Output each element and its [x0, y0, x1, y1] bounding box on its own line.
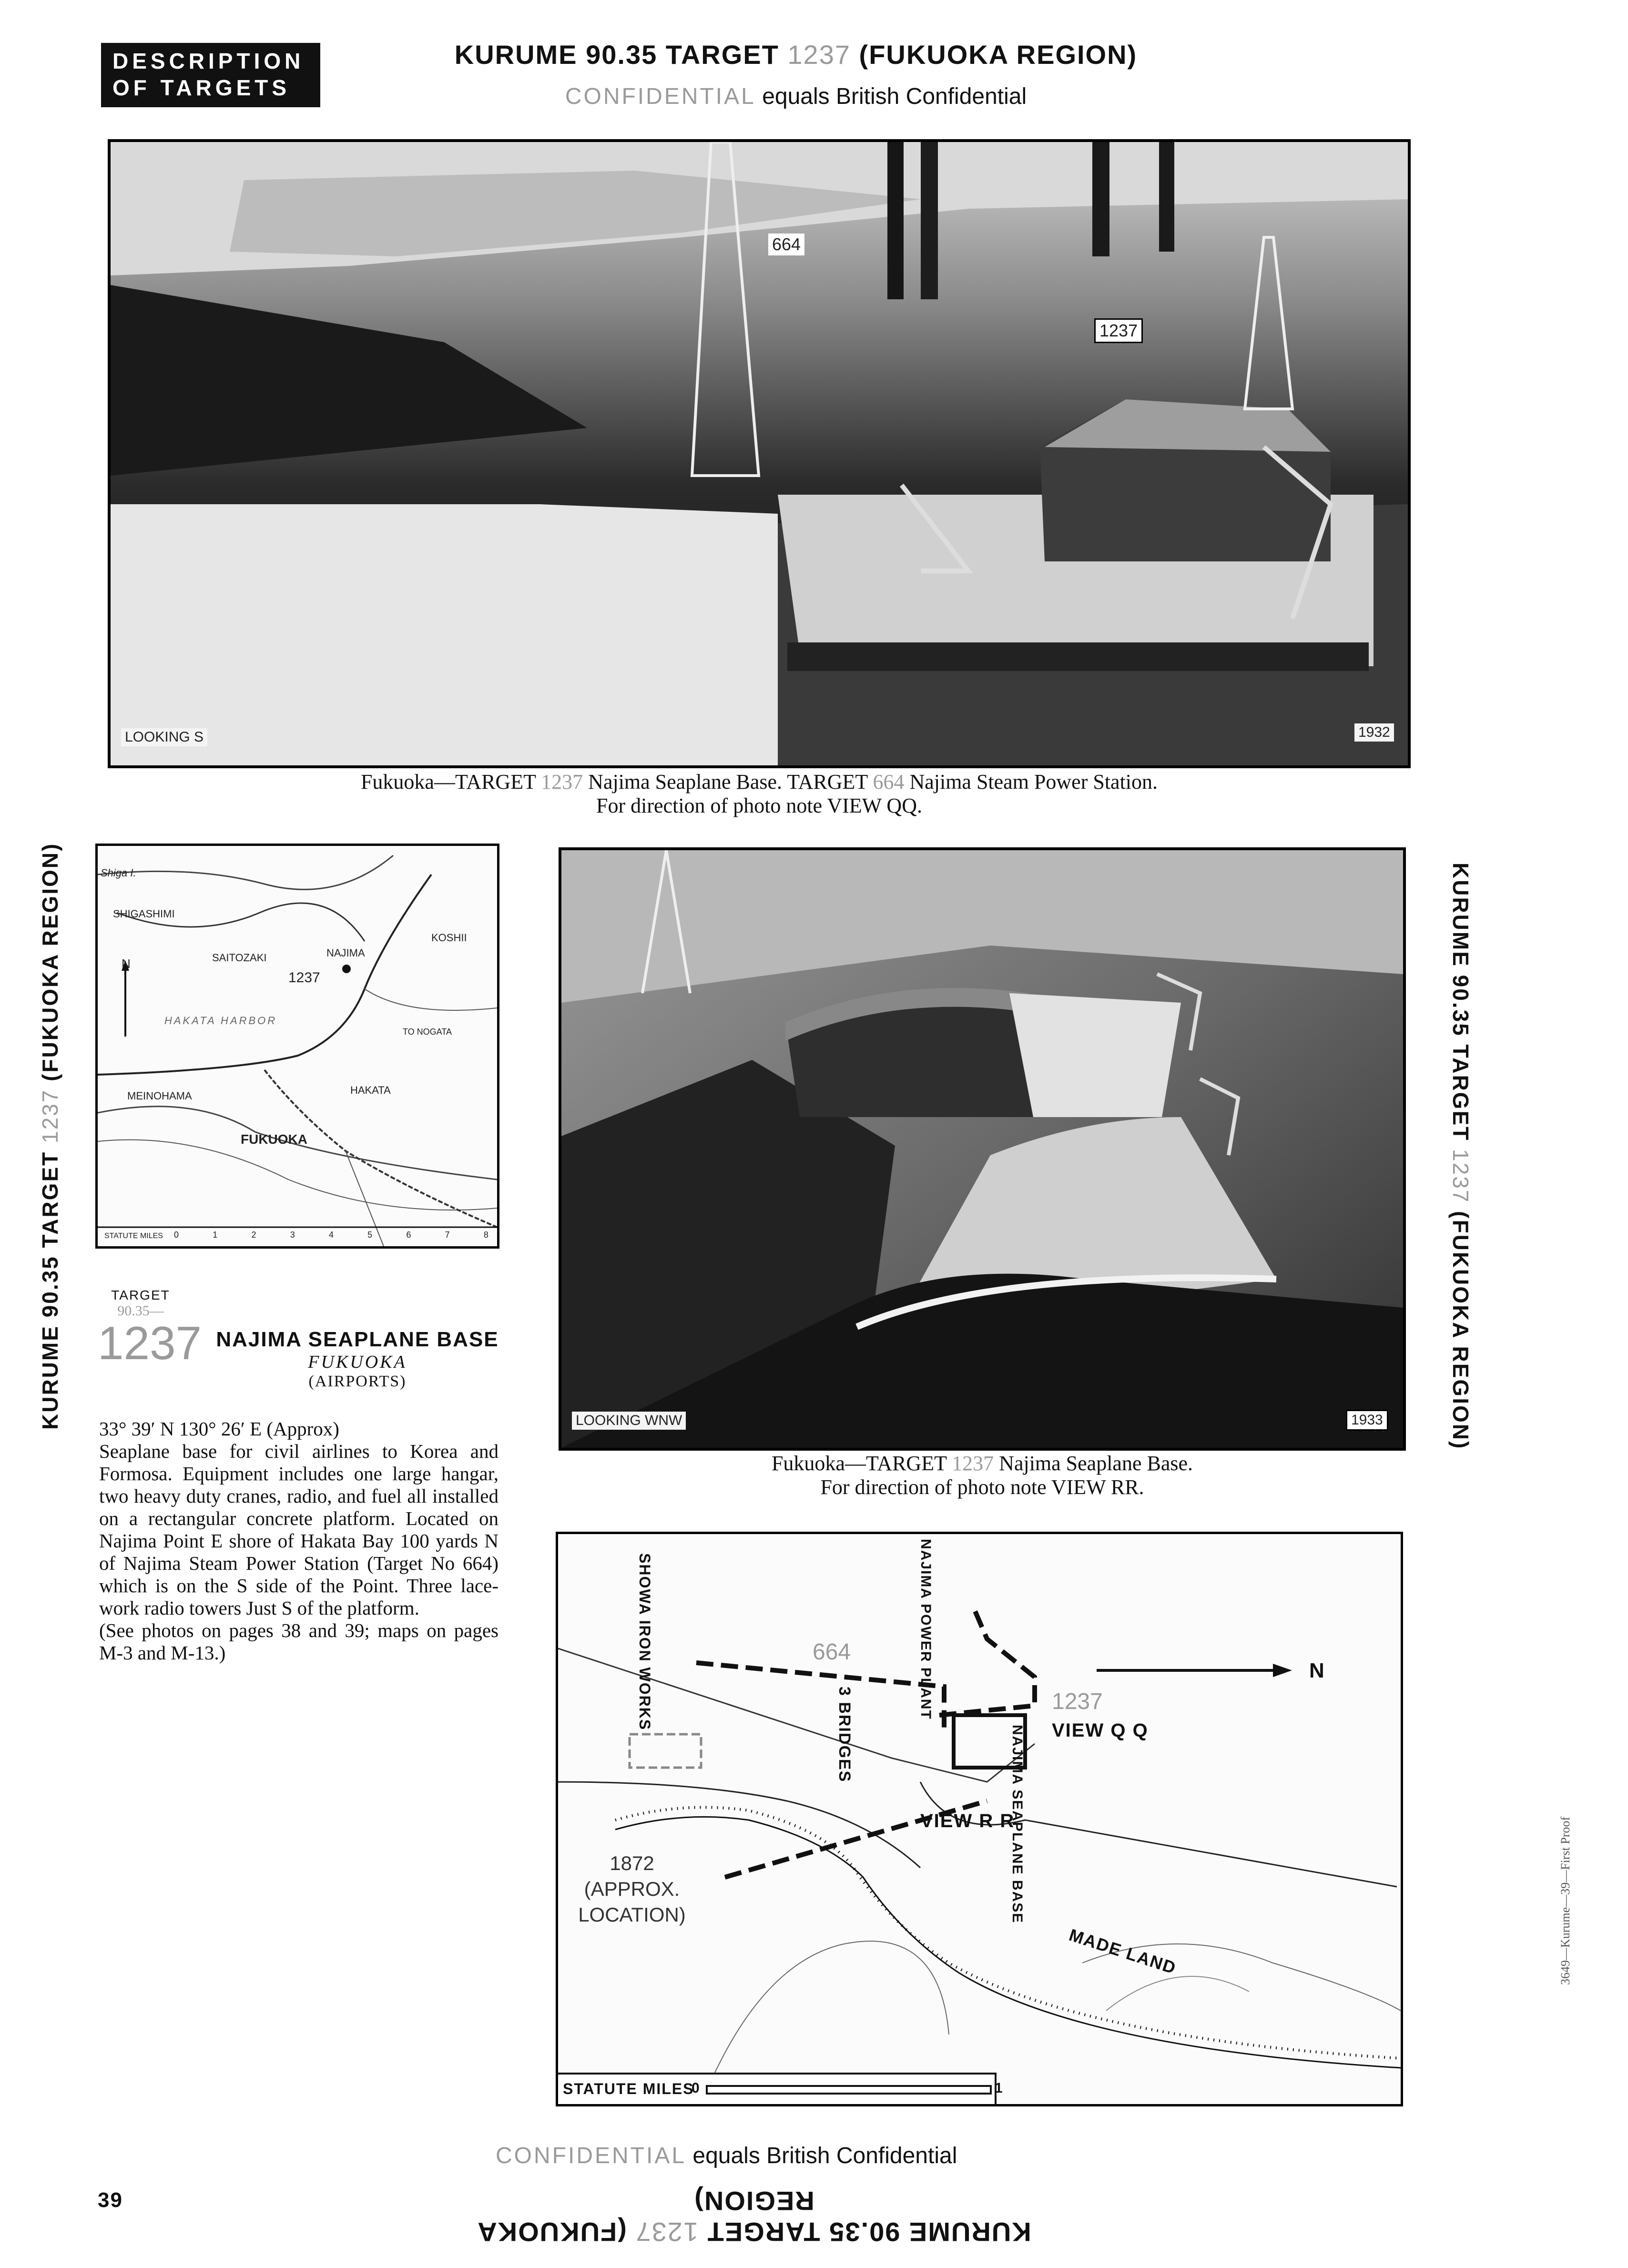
inset-label-meinohama: MEINOHAMA — [127, 1090, 192, 1102]
photo-2-caption — [559, 1452, 1406, 1499]
map-scale-zero: 0 — [692, 2080, 701, 2096]
map-label-made-land: MADE LAND — [1067, 1925, 1179, 1978]
map-label-approx: (APPROX. — [584, 1878, 680, 1900]
inset-location-map — [95, 844, 499, 1249]
confidential-notice-top — [438, 83, 1153, 110]
mirrored-part2: (FUKUOKA REGION) — [477, 2186, 814, 2247]
inset-scale-tick: 2 — [251, 1230, 256, 1240]
right-side-part2: (FUKUOKA REGION) — [1448, 1211, 1473, 1450]
mirrored-num: 1237 — [635, 2217, 699, 2247]
confidential-word: CONFIDENTIAL — [565, 84, 756, 109]
photo-1-direction: LOOKING S — [121, 728, 207, 746]
photo-1-caption-mid: Najima Seaplane Base. TARGET — [588, 770, 868, 793]
target-label: TARGET — [111, 1288, 170, 1302]
photo-1-caption-num1: 1237 — [541, 770, 583, 793]
inset-scale-tick: 4 — [328, 1230, 334, 1240]
footer-confidential-suffix: equals British Confidential — [692, 2143, 957, 2168]
page-title — [438, 39, 1153, 70]
inset-label-najima: NAJIMA — [326, 947, 365, 959]
photo-2-image — [561, 850, 1403, 1448]
inset-label-1237: 1237 — [288, 970, 320, 986]
left-side-title — [37, 843, 63, 1430]
photo-2-caption-prefix: Fukuoka—TARGET — [771, 1452, 947, 1475]
photo-1-caption-line2: For direction of photo note VIEW QQ. — [596, 794, 922, 817]
map-label-power-plant: NAJIMA POWER PLANT — [918, 1539, 934, 1720]
photo-2-caption-num: 1237 — [952, 1452, 994, 1475]
title-part2: (FUKUOKA REGION) — [859, 40, 1138, 70]
target-description — [99, 1418, 499, 1664]
inset-scale-tick: 3 — [290, 1230, 295, 1240]
page-number: 39 — [98, 2188, 123, 2212]
section-label-line1: DESCRIPTION — [112, 49, 305, 73]
map-label-seaplane-base: NAJIMA SEAPLANE BASE — [1009, 1725, 1025, 1924]
mirrored-part1: KURUME 90.35 TARGET — [706, 2217, 1031, 2247]
inset-label-shigashimi: SHIGASHIMI — [113, 908, 175, 920]
right-side-title — [1448, 863, 1474, 1450]
photo-1-caption-suffix: Najima Steam Power Station. — [909, 770, 1158, 793]
photo-1-image — [111, 142, 1408, 765]
photo-najima-looking-s — [108, 139, 1411, 768]
map-label-bridges: 3 BRIDGES — [835, 1687, 854, 1783]
target-code: 90.35— — [117, 1303, 164, 1319]
detail-area-map — [556, 1532, 1403, 2106]
footer-confidential-word: CONFIDENTIAL — [496, 2143, 687, 2168]
inset-label-shiga: Shiga I. — [101, 867, 136, 879]
inset-label-to-nogata: TO NOGATA — [403, 1027, 452, 1037]
target-category: (AIRPORTS) — [308, 1373, 407, 1390]
inset-scale-label: STATUTE MILES — [104, 1232, 163, 1240]
photo-2-caption-line2: For direction of photo note VIEW RR. — [820, 1475, 1144, 1499]
inset-north-label: N — [122, 956, 131, 971]
title-number: 1237 — [787, 40, 851, 70]
map-label-view-qq: VIEW Q Q — [1052, 1720, 1149, 1741]
map-label-1237: 1237 — [1052, 1689, 1103, 1714]
target-references: (See photos on pages 38 and 39; maps on pages M-3 and M-13.) — [99, 1619, 499, 1664]
photo-1-caption — [108, 770, 1411, 818]
inset-scale-tick: 0 — [174, 1230, 179, 1240]
confidential-notice-bottom — [496, 2143, 957, 2169]
map-scale-label: STATUTE MILES — [563, 2080, 694, 2097]
photo-2-direction: LOOKING WNW — [572, 1412, 686, 1430]
photo-1-label-664: 664 — [768, 234, 804, 255]
map-1872-location — [577, 1851, 687, 1928]
map-scale-ruler — [706, 2085, 992, 2095]
inset-scale-tick: 5 — [367, 1230, 373, 1240]
section-label-line2: OF TARGETS — [112, 75, 291, 100]
target-description-text: Seaplane base for civil airlines to Korea and Formosa. Equipment includes one large hangar, two heavy duty cranes, radio, and fuel all installed on a rectangular concrete platform. Located on Najima Point E shore of Hakata Bay 100 yards N of Najima Steam Power Station (Target No 664) which is on the S side of the Point. Three lace-work radio towers Just S of the platform. — [99, 1440, 499, 1619]
left-side-num: 1237 — [38, 1088, 62, 1143]
confidential-suffix: equals British Confidential — [762, 84, 1027, 109]
photo-1-caption-prefix: Fukuoka—TARGET — [360, 770, 536, 793]
photo-1-year: 1932 — [1354, 723, 1394, 742]
map-label-showa: SHOWA IRON WORKS — [636, 1553, 653, 1731]
inset-scale-ticks — [174, 1230, 488, 1240]
map-label-location: LOCATION) — [578, 1903, 686, 1926]
target-id-block — [98, 1288, 202, 1369]
inset-scale-tick: 7 — [445, 1230, 450, 1240]
inset-scale-tick: 1 — [213, 1230, 218, 1240]
left-side-part1: KURUME 90.35 TARGET — [38, 1150, 62, 1430]
target-coordinates: 33° 39′ N 130° 26′ E (Approx) — [99, 1418, 339, 1440]
target-number: 1237 — [98, 1317, 202, 1369]
right-side-part1: KURUME 90.35 TARGET — [1448, 863, 1473, 1142]
map-scale-bar — [558, 2073, 1004, 2104]
target-heading — [210, 1328, 505, 1391]
inset-label-fukuoka: FUKUOKA — [241, 1132, 307, 1147]
target-name: NAJIMA SEAPLANE BASE — [216, 1328, 499, 1351]
photo-2-caption-suffix: Najima Seaplane Base. — [999, 1452, 1193, 1475]
map-label-664: 664 — [813, 1639, 851, 1665]
map-scale-one: 1 — [995, 2080, 1004, 2096]
right-side-num: 1237 — [1448, 1149, 1473, 1204]
proof-note: 3649—Kurume—39—First Proof — [1558, 1816, 1572, 1985]
left-side-part2: (FUKUOKA REGION) — [38, 842, 62, 1081]
inset-scale-tick: 8 — [483, 1230, 488, 1240]
inset-scale-tick: 6 — [406, 1230, 411, 1240]
map-label-1872: 1872 — [610, 1852, 654, 1874]
title-part1: KURUME 90.35 TARGET — [454, 40, 779, 70]
inset-label-saitozaki: SAITOZAKI — [212, 952, 267, 964]
section-label — [101, 43, 320, 107]
map-north-label: N — [1309, 1659, 1325, 1682]
photo-2-year: 1933 — [1346, 1410, 1388, 1431]
inset-label-koshii: KOSHII — [431, 932, 467, 944]
inset-map-drawing — [98, 846, 497, 1246]
target-city: FUKUOKA — [308, 1352, 407, 1372]
photo-najima-looking-wnw — [559, 847, 1406, 1451]
photo-1-label-1237: 1237 — [1094, 318, 1143, 343]
inset-label-hakata: HAKATA — [350, 1084, 391, 1096]
mirrored-footer-title — [463, 2186, 1045, 2248]
photo-1-caption-num2: 664 — [873, 770, 905, 793]
inset-label-hakata-harbor: HAKATA HARBOR — [164, 1015, 277, 1027]
map-label-view-rr: VIEW R R — [920, 1810, 1015, 1831]
